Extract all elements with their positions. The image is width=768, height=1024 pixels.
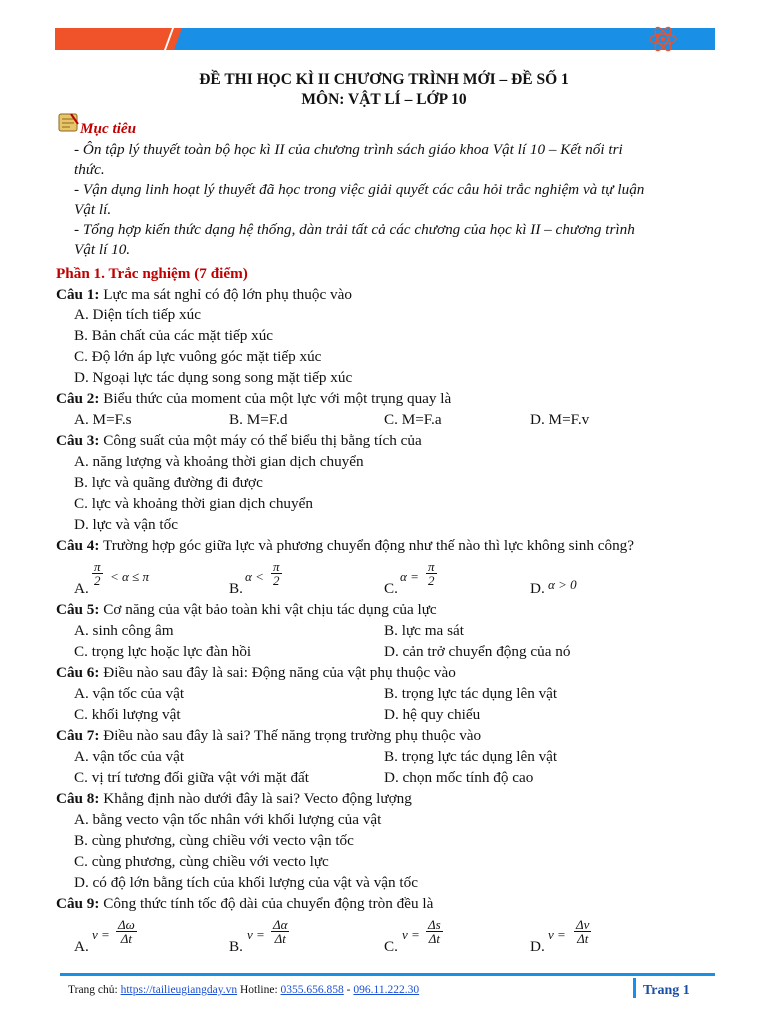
option-d: D. Ngoại lực tác dụng song song mặt tiếp xúc <box>74 369 353 386</box>
question-text: Khẳng định nào dưới đây là sai? Vecto động lượng <box>99 790 412 807</box>
option-b: B. lực và quãng đường đi được <box>74 474 263 491</box>
option-c: C. cùng phương, cùng chiều với vecto lực <box>74 853 329 870</box>
option-c: C. Độ lớn áp lực vuông góc mặt tiếp xúc <box>74 348 322 365</box>
objective-line: - Tổng hợp kiến thức dạng hệ thống, dàn trải tất cả các chương của học kì II – chương trình <box>74 221 635 238</box>
option-c: C. vị trí tương đối giữa vật với mặt đất <box>74 769 309 786</box>
question-label: Câu 4: <box>56 537 100 554</box>
question-label: Câu 7: <box>56 727 100 744</box>
option-d: D. có độ lớn bằng tích của khối lượng của vật và vận tốc <box>74 874 418 891</box>
option-d: D. chọn mốc tính độ cao <box>384 769 534 786</box>
objective-line: - Vận dụng linh hoạt lý thuyết đã học trong việc giải quyết các câu hỏi trắc nghiệm và tự luận <box>74 181 645 198</box>
page-title: ĐỀ THI HỌC KÌ II CHƯƠNG TRÌNH MỚI – ĐỀ SỐ 1 <box>199 71 569 88</box>
question-7 <box>56 726 481 746</box>
page-number-bar <box>633 978 636 998</box>
objective-line: Vật lí 10. <box>74 241 131 258</box>
question-9 <box>56 894 433 914</box>
footer-site-link[interactable]: https://tailieugiangday.vn <box>120 984 238 996</box>
footer-prefix: Trang chủ: <box>68 984 121 996</box>
question-label: Câu 3: <box>56 432 100 449</box>
question-6 <box>56 663 456 683</box>
atom-icon <box>648 24 678 54</box>
page-number: Trang 1 <box>643 983 690 998</box>
option-d: D. cản trở chuyển động của nó <box>384 643 571 660</box>
objectives-heading: Mục tiêu <box>80 120 137 137</box>
option-b: B. trọng lực tác dụng lên vật <box>384 685 558 702</box>
option-a: A. M=F.s <box>74 411 132 428</box>
question-text: Điều nào sau đây là sai? Thế năng trọng trường phụ thuộc vào <box>99 727 482 744</box>
question-2 <box>56 389 451 409</box>
footer-phone2-link[interactable]: 096.11.222.30 <box>353 984 420 996</box>
option-a: A. Diện tích tiếp xúc <box>74 306 201 323</box>
note-icon <box>56 112 80 134</box>
question-text: Lực ma sát nghỉ có độ lớn phụ thuộc vào <box>99 286 352 303</box>
question-text: Công suất của một máy có thể biểu thị bằng tích của <box>99 432 422 449</box>
question-8 <box>56 789 412 809</box>
objectives-body <box>74 140 710 260</box>
question-5 <box>56 600 437 620</box>
question-label: Câu 1: <box>56 286 100 303</box>
question-text: Cơ năng của vật bảo toàn khi vật chịu tác dụng của lực <box>99 601 437 618</box>
option-b: B. cùng phương, cùng chiều với vecto vận tốc <box>74 832 354 849</box>
option-a: A. vận tốc của vật <box>74 748 185 765</box>
option-c: C. khối lượng vật <box>74 706 181 723</box>
option-c: C. lực và khoảng thời gian dịch chuyển <box>74 495 313 512</box>
question-label: Câu 9: <box>56 895 100 912</box>
question-1 <box>56 285 352 305</box>
question-text: Điều nào sau đây là sai: Động năng của vật phụ thuộc vào <box>99 664 456 681</box>
option-d: D. M=F.v <box>530 411 590 428</box>
top-banner <box>0 28 768 50</box>
question-text: Công thức tính tốc độ dài của chuyển động tròn đều là <box>99 895 434 912</box>
question-text: Trường hợp góc giữa lực và phương chuyển động như thế nào thì lực không sinh công? <box>99 537 634 554</box>
option-c: C. trọng lực hoặc lực đàn hồi <box>74 643 252 660</box>
option-a: A. sinh công âm <box>74 622 174 639</box>
question-label: Câu 2: <box>56 390 100 407</box>
footer-phone1-link[interactable]: 0355.656.858 <box>280 984 344 996</box>
option-b: B. M=F.d <box>229 411 288 428</box>
option-a: A. vận tốc của vật <box>74 685 185 702</box>
footer-separator: - <box>343 984 354 996</box>
footer-hotline-label: Hotline: <box>237 984 281 996</box>
objective-line: - Ôn tập lý thuyết toàn bộ học kì II của chương trình sách giáo khoa Vật lí 10 – Kết nối tri <box>74 141 623 158</box>
option-c: C. M=F.a <box>384 411 442 428</box>
objective-line: thức. <box>74 161 105 178</box>
option-a: A. năng lượng và khoảng thời gian dịch chuyển <box>74 453 364 470</box>
objective-line: Vật lí. <box>74 201 112 218</box>
footer-rule <box>60 973 715 976</box>
question-label: Câu 5: <box>56 601 100 618</box>
option-d: D. lực và vận tốc <box>74 516 178 533</box>
subject-title: MÔN: VẬT LÍ – LỚP 10 <box>301 91 467 108</box>
question-label: Câu 8: <box>56 790 100 807</box>
option-b: B. trọng lực tác dụng lên vật <box>384 748 558 765</box>
option-d: D. hệ quy chiếu <box>384 706 481 723</box>
footer-contact <box>68 980 419 1000</box>
option-b: B. Bản chất của các mặt tiếp xúc <box>74 327 274 344</box>
option-a: A. bằng vecto vận tốc nhân với khối lượng của vật <box>74 811 382 828</box>
section-title: Phần 1. Trắc nghiệm (7 điểm) <box>56 265 248 282</box>
question-4 <box>56 536 634 556</box>
option-b: B. lực ma sát <box>384 622 464 639</box>
question-label: Câu 6: <box>56 664 100 681</box>
question-text: Biểu thức của moment của một lực với một trụng quay là <box>99 390 452 407</box>
question-3 <box>56 431 422 451</box>
